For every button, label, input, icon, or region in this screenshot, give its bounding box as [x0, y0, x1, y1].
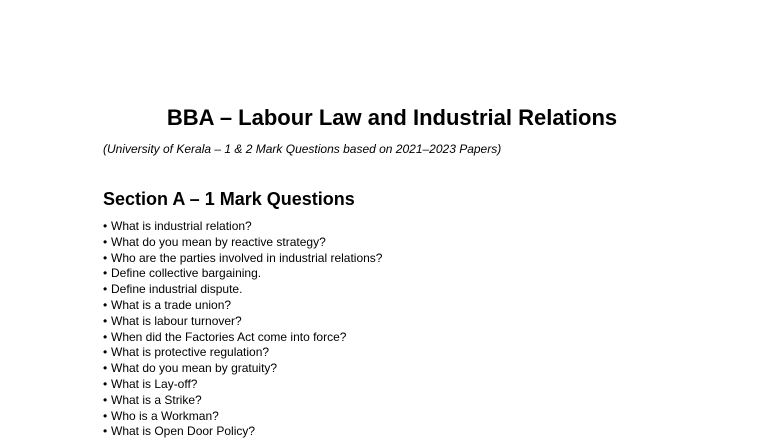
question-text: When did the Factories Act come into force?	[111, 329, 347, 344]
bullet-icon: •	[103, 376, 108, 391]
question-item	[103, 235, 382, 251]
question-text: What is industrial relation?	[111, 219, 252, 233]
section-heading: Section A – 1 Mark Questions	[103, 189, 355, 209]
question-text: Who is a Workman?	[111, 408, 219, 423]
document-subtitle: (University of Kerala – 1 & 2 Mark Questions based on 2021–2023 Papers)	[103, 142, 502, 156]
question-text: What is labour turnover?	[111, 313, 242, 328]
question-list	[103, 219, 382, 440]
question-text: Define collective bargaining.	[111, 266, 262, 281]
bullet-icon: •	[103, 219, 108, 233]
question-item	[103, 314, 382, 330]
bullet-icon: •	[103, 361, 108, 376]
question-item	[103, 361, 382, 377]
bullet-icon: •	[103, 424, 108, 439]
bullet-icon: •	[103, 297, 108, 312]
question-text: What is a trade union?	[111, 297, 232, 312]
question-item	[103, 409, 382, 425]
bullet-icon: •	[103, 266, 108, 281]
question-item	[103, 298, 382, 314]
question-item	[103, 330, 382, 346]
question-item	[103, 393, 382, 409]
bullet-icon: •	[103, 408, 108, 423]
question-item	[103, 266, 382, 282]
bullet-icon: •	[103, 234, 108, 249]
question-text: Who are the parties involved in industrial relations?	[111, 250, 383, 265]
question-item	[103, 219, 382, 235]
document-title: BBA – Labour Law and Industrial Relations	[166, 105, 618, 130]
question-item	[103, 251, 382, 267]
bullet-icon: •	[103, 329, 108, 344]
question-item	[103, 345, 382, 361]
question-text: What is protective regulation?	[111, 345, 270, 360]
bullet-icon: •	[103, 313, 108, 328]
bullet-icon: •	[103, 282, 108, 297]
question-text: What do you mean by reactive strategy?	[111, 234, 326, 249]
question-text: What do you mean by gratuity?	[111, 361, 278, 376]
bullet-icon: •	[103, 345, 108, 360]
question-text: What is a Strike?	[111, 392, 202, 407]
question-item	[103, 282, 382, 298]
question-item	[103, 424, 382, 440]
bullet-icon: •	[103, 250, 108, 265]
question-text: What is Lay-off?	[111, 376, 198, 391]
question-text: What is Open Door Policy?	[111, 424, 256, 439]
question-item	[103, 377, 382, 393]
bullet-icon: •	[103, 392, 108, 407]
question-text: Define industrial dispute.	[111, 282, 243, 297]
